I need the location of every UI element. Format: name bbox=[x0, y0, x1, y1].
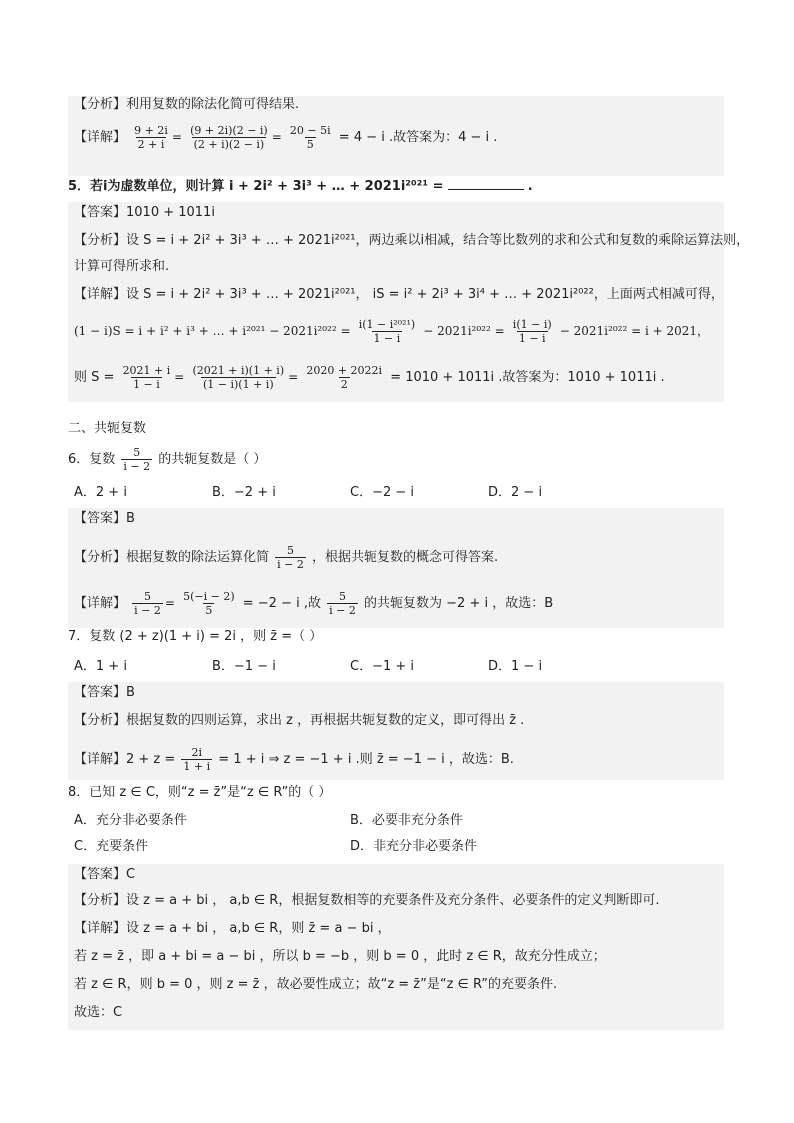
q5-detail-2: (1 − i)S = i + i² + i³ + … + i²⁰²¹ − 2021i²⁰²² = $\frac{\text{i(1 − i²⁰²¹)}}{1 - i}$ − 2021i²⁰²² = $\frac{i(1 - i)}{1 - i}$ − 2021i²⁰²² = i + 2021， bbox=[74, 318, 709, 345]
fraction: $\frac{2i}{1 + i}$ bbox=[183, 746, 211, 773]
q5-answer: 【答案】1010 + 1011i bbox=[74, 205, 215, 220]
q5-stem: 5．若i为虚数单位，则计算 i + 2i² + 3i³ + … + 2021i²⁰²¹ = . bbox=[68, 179, 533, 194]
q8-option-a: A．充分非必要条件 bbox=[74, 813, 187, 828]
fraction: $\frac{5}{i - 2}$ bbox=[134, 590, 161, 617]
q5-analysis-2: 计算可得所求和. bbox=[74, 259, 170, 274]
q8-answer: 【答案】C bbox=[74, 867, 136, 882]
q8-analysis: 【分析】设 z = a + bi ， a,b ∈ R，根据复数相等的充要条件及充分条件、必要条件的定义判断即可. bbox=[74, 893, 660, 908]
fraction: $\frac{\text{i(1 − i²⁰²¹)}}{1 - i}$ bbox=[358, 318, 416, 345]
q6-option-b: B．−2 + i bbox=[212, 485, 276, 500]
q6-analysis: 【分析】根据复数的除法运算化简 $\frac{5}{i - 2}$ ，根据共轭复数的概念可得答案. bbox=[74, 544, 499, 571]
q7-stem: 7．复数 (2 + z)(1 + i) = 2i ，则 z̄ =（ ） bbox=[68, 629, 323, 644]
q5-detail-3: 则 S = $\frac{2021 + i}{1 - i}$ = $\frac{(2021 + i)(1 + i)}{(1 - i)(1 + i)}$ = $\frac{2020 + 2022i}{2}$ = 1010 + 1011i .故答案为：1010 + 1011i . bbox=[74, 364, 665, 391]
prev-analysis: 【分析】利用复数的除法化简可得结果. bbox=[74, 97, 300, 112]
fraction: $\frac{2021 + i}{1 - i}$ bbox=[122, 364, 171, 391]
fraction: $\frac{5}{i - 2}$ bbox=[277, 544, 304, 571]
fraction: $\frac{2020 + 2022i}{2}$ bbox=[306, 364, 383, 391]
q6-option-d: D．2 − i bbox=[488, 485, 543, 500]
q7-detail: 【详解】2 + z = $\frac{2i}{1 + i}$ = 1 + i ⇒ z = −1 + i .则 z̄ = −1 − i ，故选：B. bbox=[74, 746, 514, 773]
q5-analysis-1: 【分析】设 S = i + 2i² + 3i³ + … + 2021i²⁰²¹，两边乘以i相减，结合等比数列的求和公式和复数的乘除运算法则， bbox=[74, 233, 750, 248]
q7-option-a: A．1 + i bbox=[74, 659, 127, 674]
q8-option-c: C．充要条件 bbox=[74, 839, 149, 854]
fraction: $\frac{5}{i - 2}$ bbox=[329, 590, 356, 617]
q6-option-a: A．2 + i bbox=[74, 485, 127, 500]
fraction: $\frac{9 + 2i}{2 + i}$ bbox=[134, 124, 168, 151]
q7-option-b: B．−1 − i bbox=[212, 659, 276, 674]
q6-stem: 6．复数 $\frac{5}{i - 2}$ 的共轭复数是（ ） bbox=[68, 446, 267, 473]
q8-option-d: D．非充分非必要条件 bbox=[350, 839, 478, 854]
fraction: $\frac{i(1 - i)}{1 - i}$ bbox=[512, 318, 552, 345]
q8-solution-block bbox=[68, 864, 724, 1030]
q8-detail-3: 若 z ∈ R，则 b = 0 ，则 z = z̄ ，故必要性成立；故“z = z̄”是“z ∈ R”的充要条件. bbox=[74, 977, 558, 992]
q8-detail-1: 【详解】设 z = a + bi ， a,b ∈ R，则 z̄ = a − bi ， bbox=[74, 921, 391, 936]
q8-detail-2: 若 z = z̄ ，即 a + bi = a − bi ，所以 b = −b ，则 b = 0 ，此时 z ∈ R，故充分性成立； bbox=[74, 949, 606, 964]
q8-detail-4: 故选：C bbox=[74, 1005, 123, 1020]
q8-stem: 8．已知 z ∈ C，则“z = z̄”是“z ∈ R”的（ ） bbox=[68, 785, 332, 800]
prev-detail: 【详解】 $\frac{9 + 2i}{2 + i}$ = $\frac{(9 + 2i)(2 - i)}{(2 + i)(2 - i)}$ = $\frac{20 - 5i}{5}$ = 4 − i .故答案为：4 − i . bbox=[74, 124, 498, 151]
fraction: $\frac{5}{i - 2}$ bbox=[123, 446, 151, 473]
q7-option-d: D．1 − i bbox=[488, 659, 543, 674]
answer-blank bbox=[448, 177, 524, 190]
q7-analysis: 【分析】根据复数的四则运算，求出 z ，再根据共轭复数的定义，即可得出 z̄ . bbox=[74, 713, 525, 728]
q8-option-b: B．必要非充分条件 bbox=[350, 813, 463, 828]
q5-detail-1: 【详解】设 S = i + 2i² + 3i³ + … + 2021i²⁰²¹， iS = i² + 2i³ + 3i⁴ + … + 2021i²⁰²²，上面两式相减可得， bbox=[74, 287, 724, 302]
q7-answer: 【答案】B bbox=[74, 685, 135, 700]
section-title: 二、共轭复数 bbox=[68, 421, 147, 436]
q6-detail: 【详解】 $\frac{5}{i - 2}$ = $\frac{5(-i - 2)}{5}$ = −2 − i ,故 $\frac{5}{i - 2}$ 的共轭复数为 −2 + i ，故选：B bbox=[74, 590, 554, 617]
q7-option-c: C．−1 + i bbox=[350, 659, 415, 674]
fraction: $\frac{(9 + 2i)(2 - i)}{(2 + i)(2 - i)}$ bbox=[190, 124, 268, 151]
q6-answer: 【答案】B bbox=[74, 511, 135, 526]
fraction: $\frac{20 - 5i}{5}$ bbox=[289, 124, 331, 151]
fraction: $\frac{(2021 + i)(1 + i)}{(1 - i)(1 + i)}$ bbox=[192, 364, 285, 391]
fraction: $\frac{5(-i - 2)}{5}$ bbox=[183, 590, 235, 617]
q6-option-c: C．−2 − i bbox=[350, 485, 415, 500]
